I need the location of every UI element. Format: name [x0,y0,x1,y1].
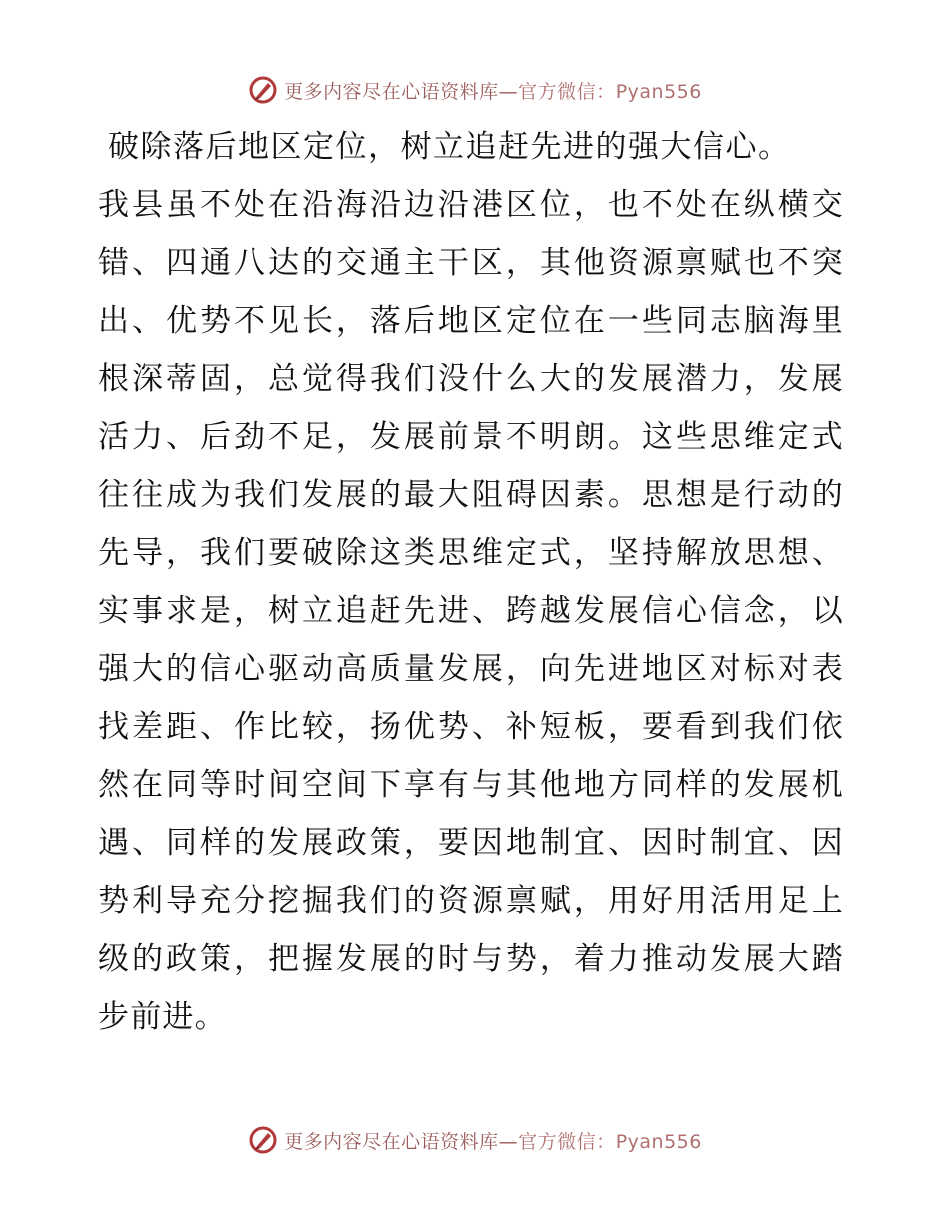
header-brand-text: 更多内容尽在心语资料库 [284,80,499,103]
section-heading: 破除落后地区定位，树立追赶先进的强大信心。 [108,129,791,165]
paragraph-line: 往往成为我们发展的最大阻碍因素。思想是行动的 [98,477,844,513]
paragraph-line: 遇、同样的发展政策，要因地制宜、因时制宜、因 [98,825,844,861]
paragraph-line: 我县虽不处在沿海沿边沿港区位，也不处在纵横交 [98,187,844,223]
header-separator: — [498,80,519,103]
footer-brand-text: 更多内容尽在心语资料库 [284,1130,499,1153]
footer-separator: — [498,1130,519,1153]
pen-logo-icon [248,75,278,105]
paragraph-line: 势利导充分挖掘我们的资源禀赋，用好用活用足上 [98,883,844,919]
paragraph-line: 出、优势不见长，落后地区定位在一些同志脑海里 [98,303,844,339]
paragraph-line: 实事求是，树立追赶先进、跨越发展信心信念，以 [98,593,844,629]
header-banner-text [284,77,702,104]
paragraph-line: 找差距、作比较，扬优势、补短板，要看到我们依 [98,709,844,745]
document-body [98,118,854,1046]
pen-logo-icon [248,1125,278,1155]
footer-banner [0,1120,950,1160]
header-banner [0,70,950,110]
paragraph-line: 先导，我们要破除这类思维定式，坚持解放思想、 [98,535,844,571]
paragraph-line: 级的政策，把握发展的时与势，着力推动发展大踏 [98,941,844,977]
paragraph-line: 根深蒂固，总觉得我们没什么大的发展潜力，发展 [98,361,844,397]
header-wechat-label: 官方微信： [518,80,616,103]
footer-wechat-id: Pyan556 [615,1130,702,1153]
paragraph-line: 活力、后劲不足，发展前景不明朗。这些思维定式 [98,419,844,455]
paragraph-line: 然在同等时间空间下享有与其他地方同样的发展机 [98,767,844,803]
header-wechat-id: Pyan556 [615,80,702,103]
paragraph-line: 强大的信心驱动高质量发展，向先进地区对标对表 [98,651,844,687]
footer-wechat-label: 官方微信： [518,1130,616,1153]
paragraph-line-last: 步前进。 [98,999,227,1035]
footer-banner-text [284,1127,702,1154]
paragraph-line: 错、四通八达的交通主干区，其他资源禀赋也不突 [98,245,844,281]
